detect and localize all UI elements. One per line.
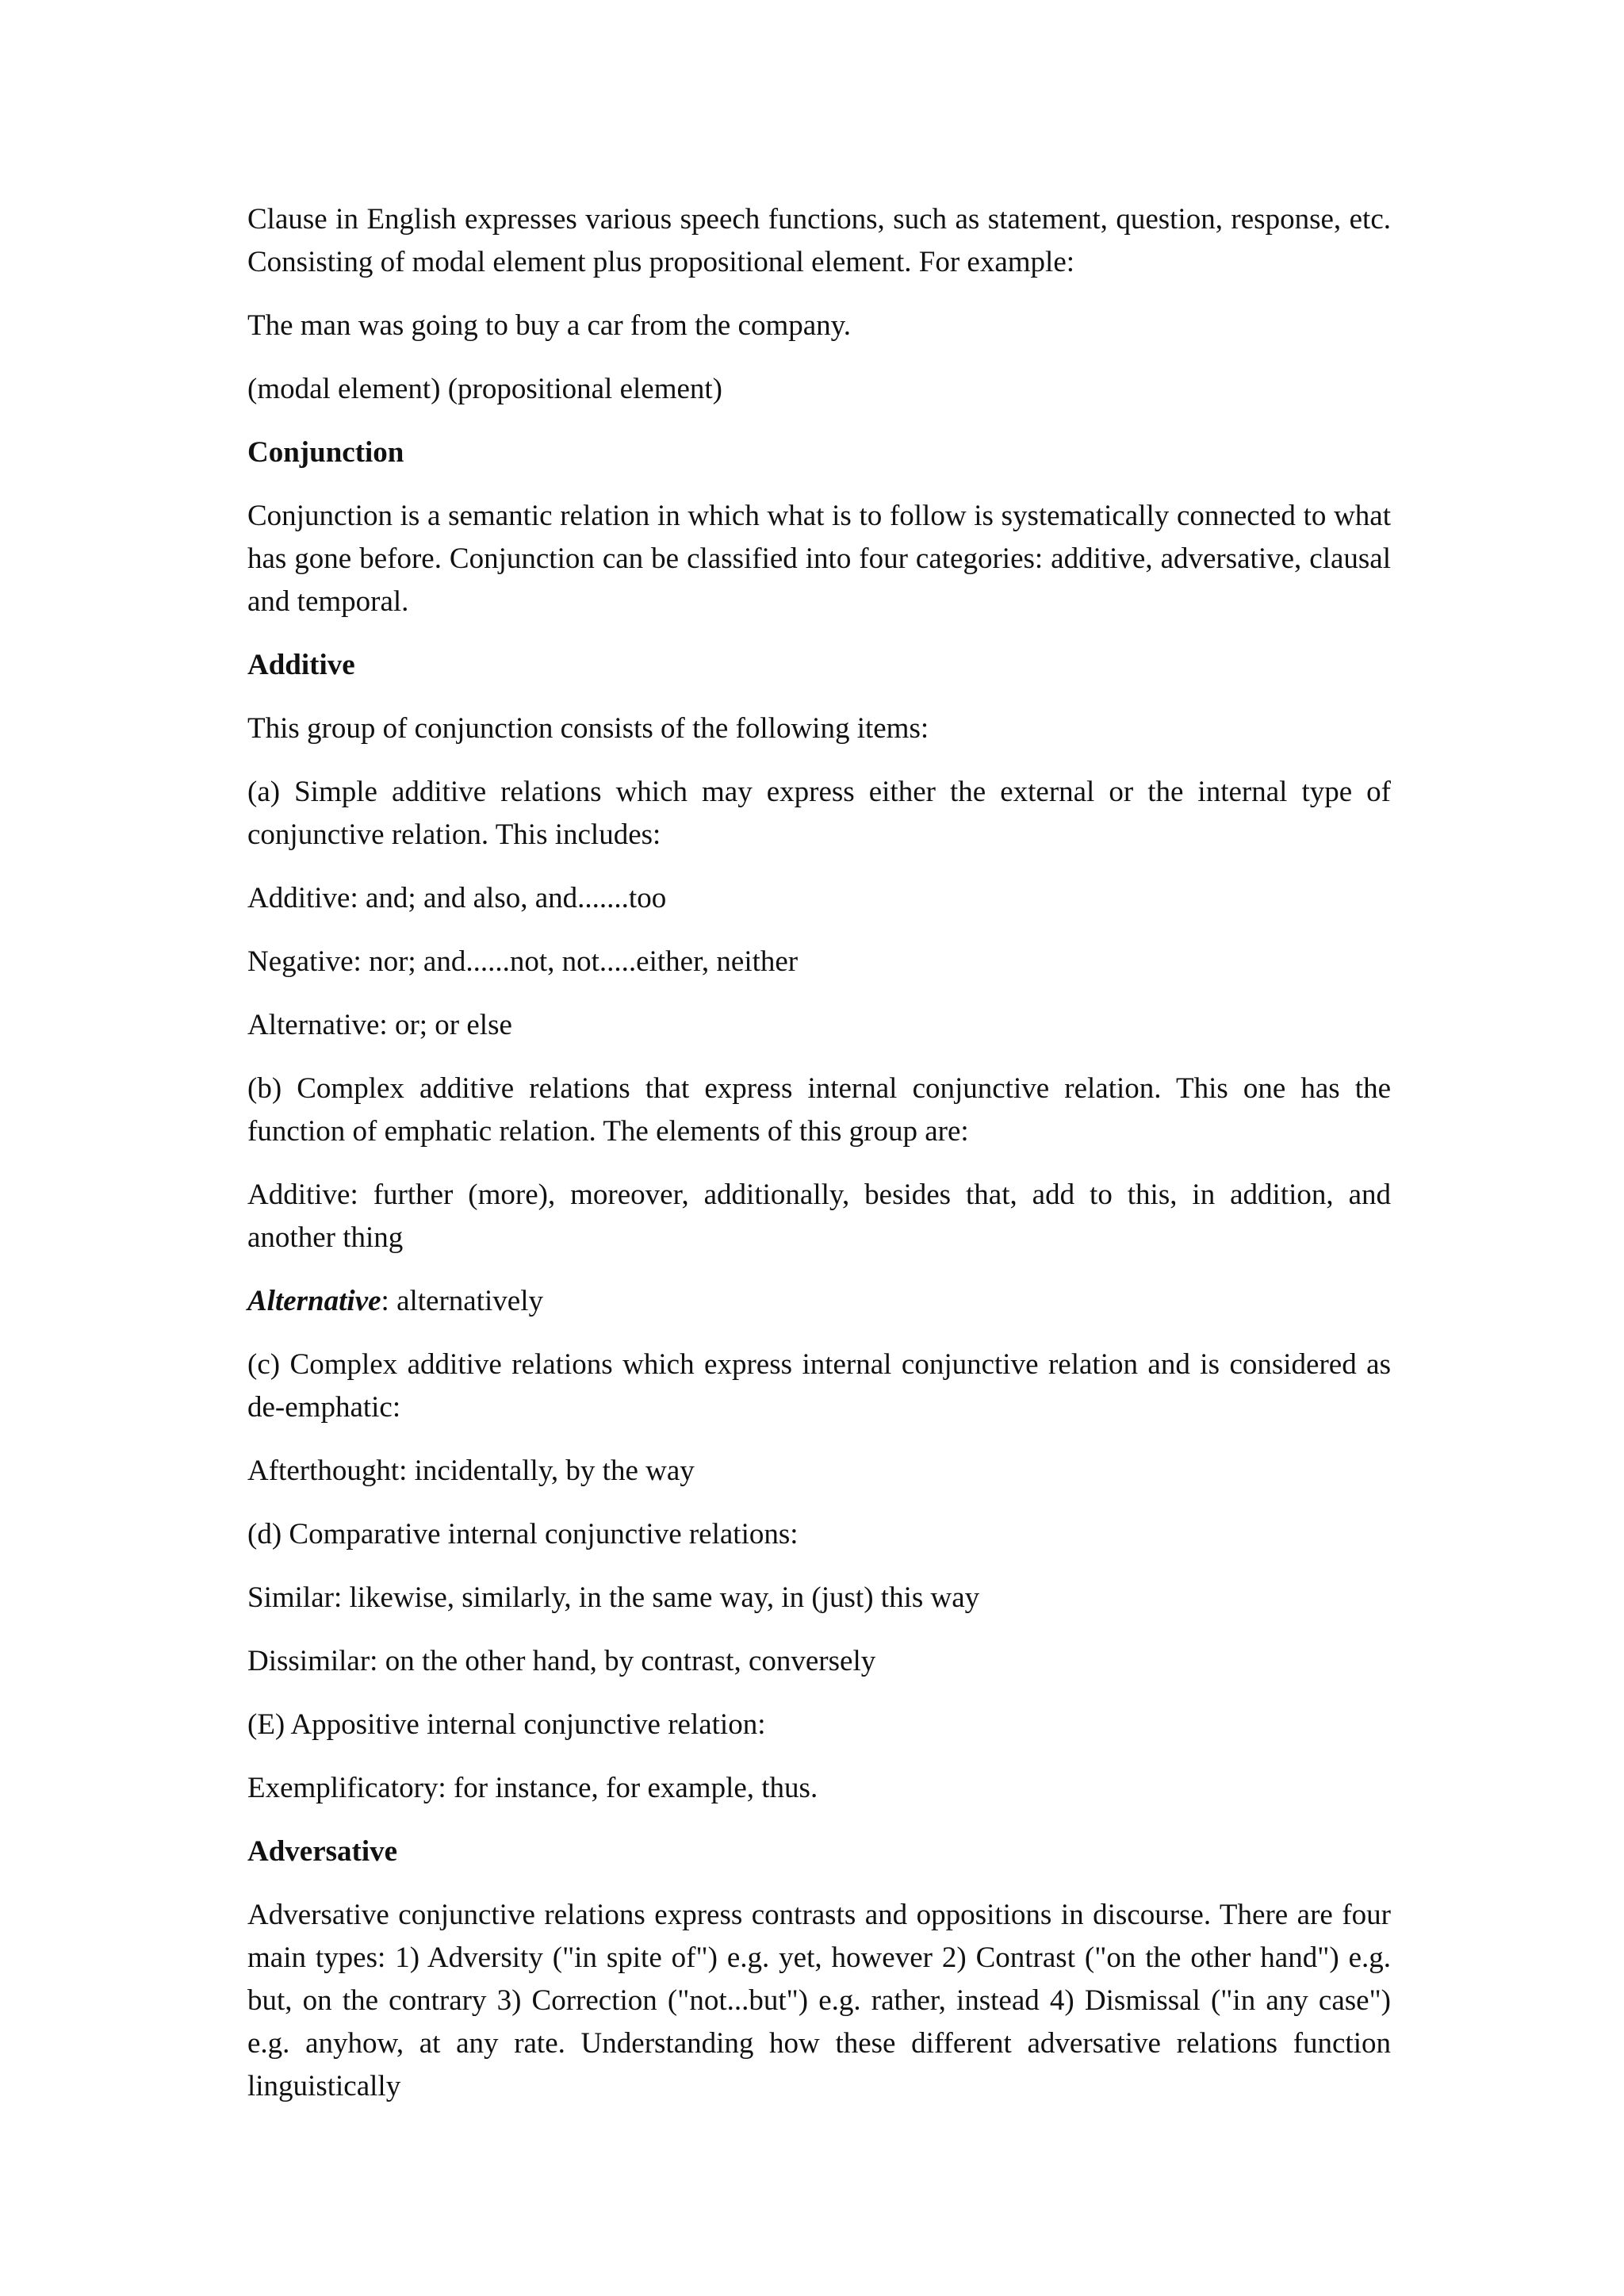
example-annotation: (modal element) (propositional element): [247, 373, 722, 405]
document-body: [247, 198, 1391, 2108]
additive-item-c: (c) Complex additive relations which express internal conjunctive relation and is considered as de-emphatic:: [247, 1348, 1391, 1424]
alternative-definition: : alternatively: [381, 1285, 543, 1317]
section-heading-conjunction: Conjunction: [247, 436, 404, 469]
additive-b-additive: Additive: further (more), moreover, additionally, besides that, add to this, in addition, and another thing: [247, 1179, 1391, 1254]
additive-c-afterthought: Afterthought: incidentally, by the way: [247, 1455, 695, 1487]
additive-a-alternative: Alternative: or; or else: [247, 1009, 512, 1041]
additive-a-simple: Additive: and; and also, and.......too: [247, 882, 667, 914]
additive-d-dissimilar: Dissimilar: on the other hand, by contrast, conversely: [247, 1645, 876, 1677]
intro-paragraph: Clause in English expresses various speech functions, such as statement, question, response, etc. Consisting of modal element plus propositional element. For example:: [247, 203, 1391, 278]
additive-d-similar: Similar: likewise, similarly, in the same way, in (just) this way: [247, 1581, 980, 1614]
additive-item-e: (E) Appositive internal conjunctive relation:: [247, 1708, 766, 1741]
conjunction-paragraph: Conjunction is a semantic relation in which what is to follow is systematically connected to what has gone before. Conjunction can be classified into four categories: additive, adversative, clausal and temporal.: [247, 500, 1391, 618]
example-sentence: The man was going to buy a car from the company.: [247, 309, 852, 342]
additive-item-b: (b) Complex additive relations that express internal conjunctive relation. This one has the function of emphatic relation. The elements of this group are:: [247, 1072, 1391, 1148]
additive-b-alternative: [247, 1280, 1391, 1323]
additive-e-exemplificatory: Exemplificatory: for instance, for example, thus.: [247, 1772, 818, 1804]
additive-item-a: (a) Simple additive relations which may express either the external or the internal type of conjunctive relation. This includes:: [247, 776, 1391, 851]
alternative-term: Alternative: [247, 1285, 381, 1317]
additive-intro: This group of conjunction consists of the following items:: [247, 712, 929, 745]
adversative-paragraph: Adversative conjunctive relations express contrasts and oppositions in discourse. There are four main types: 1) Adversity ("in spite of") e.g. yet, however 2) Contrast ("on the other hand") e.g. but, on the contrary 3) Correction ("not...but") e.g. rather, instead 4) Dismissal ("in any case") e.g. anyhow, at any rate. Understanding how these different adversative relations function linguistically: [247, 1899, 1391, 2102]
additive-a-negative: Negative: nor; and......not, not.....either, neither: [247, 945, 799, 978]
additive-item-d: (d) Comparative internal conjunctive relations:: [247, 1518, 799, 1550]
section-heading-additive: Additive: [247, 649, 355, 681]
section-heading-adversative: Adversative: [247, 1835, 398, 1868]
